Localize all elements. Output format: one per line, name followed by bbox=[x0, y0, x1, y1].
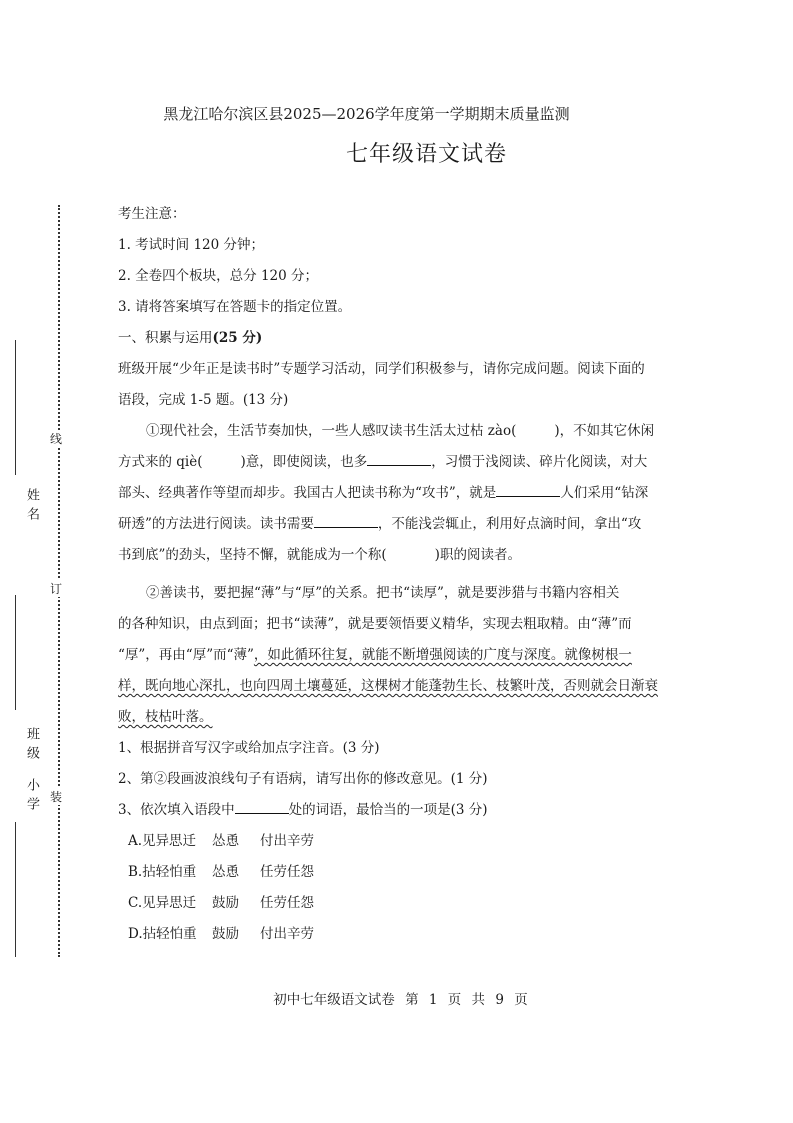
exam-subtitle: 七年级语文试卷 bbox=[345, 142, 507, 167]
question-2: 2、第②段画波浪线句子有语病，请写出你的修改意见。(1 分) bbox=[118, 771, 488, 787]
fill-blank bbox=[496, 482, 560, 497]
binding-seal-char: 装 bbox=[50, 790, 63, 804]
notice-item: 1. 考试时间 120 分钟； bbox=[118, 237, 265, 253]
option-d: D.拈轻怕重 鼓励 付出辛劳 bbox=[128, 926, 314, 942]
wavy-underlined-sentence: ，如此循环往复，就能不断增强阅读的广度与深度。就像树根一 bbox=[253, 647, 632, 663]
paragraph-1-line: 书到底”的劲头，坚持不懈，就能成为一个称( )职的阅读者。 bbox=[118, 547, 521, 563]
fill-blank bbox=[314, 513, 378, 528]
binding-bind-char: 订 bbox=[50, 582, 63, 596]
name-label: 姓名 bbox=[24, 488, 39, 526]
exam-title: 黑龙江哈尔滨区县2025—2026学年度第一学期期末质量监测 bbox=[163, 105, 570, 123]
option-b: B.拈轻怕重 怂恿 任劳任怨 bbox=[128, 864, 314, 880]
question-3: 3、依次填入语段中 处的词语，最恰当的一项是(3 分) bbox=[118, 795, 678, 826]
paragraph-2-line bbox=[118, 702, 678, 733]
notice-item: 3. 请将答案填写在答题卡的指定位置。 bbox=[118, 299, 352, 315]
paragraph-2-line: 的各种知识，由点到面；把书“读薄”，就是要领悟要义精华，实现去粗取精。由“薄”而 bbox=[118, 616, 632, 632]
wavy-underlined-sentence: 败，枝枯叶落。 bbox=[118, 709, 213, 725]
section-intro: 语段，完成 1-5 题。(13 分) bbox=[118, 392, 289, 408]
paragraph-2-line: “厚”，再由“厚”而“薄”，如此循环往复，就能不断增强阅读的广度与深度。就像树根一 bbox=[118, 647, 632, 663]
notice-heading: 考生注意： bbox=[118, 206, 186, 222]
notice-item: 2. 全卷四个板块，总分 120 分； bbox=[118, 268, 319, 284]
class-label: 班级 bbox=[24, 727, 39, 765]
wavy-underlined-sentence: 样，既向地心深扎，也向四周土壤蔓延，这棵树才能蓬勃生长、枝繁叶茂，否则就会日渐衰 bbox=[118, 678, 658, 694]
paragraph-1-line: 研透”的方法进行阅读。读书需要 ，不能浅尝辄止，利用好点滴时间，拿出“攻 bbox=[118, 509, 678, 540]
binding-line-char: 线 bbox=[50, 432, 63, 446]
name-blank-line bbox=[15, 340, 16, 475]
paragraph-1-line: 方式来的 qiè( )意，即使阅读，也多 ，习惯于浅阅读、碎片化阅读，对大 bbox=[118, 447, 678, 478]
school-blank-line bbox=[15, 822, 16, 957]
option-a: A.见异思迁 怂恿 付出辛劳 bbox=[128, 833, 314, 849]
school-label: 小学 bbox=[24, 778, 39, 816]
class-blank-line bbox=[15, 595, 16, 710]
option-c: C.见异思迁 鼓励 任劳任怨 bbox=[128, 895, 314, 911]
section-heading: 一、积累与运用(25 分) bbox=[118, 330, 263, 346]
page-footer: 初中七年级语文试卷 第 1 页 共 9 页 bbox=[273, 992, 528, 1008]
section-intro: 班级开展“少年正是读书时”专题学习活动，同学们积极参与，请你完成问题。阅读下面的 bbox=[118, 361, 645, 377]
paragraph-1-line: 部头、经典著作等望而却步。我国古人把读书称为“攻书”，就是 人们采用“钻深 bbox=[118, 478, 678, 509]
paragraph-2-line bbox=[118, 671, 678, 702]
paragraph-2-line: ②善读书，要把握“薄”与“厚”的关系。把书“读厚”，就是要涉猎与书籍内容相关 bbox=[146, 585, 620, 601]
question-1: 1、根据拼音写汉字或给加点字注音。(3 分) bbox=[118, 740, 380, 756]
exam-body bbox=[118, 199, 678, 950]
paragraph-1-line: ①现代社会，生活节奏加快，一些人感叹读书生活太过枯 zào( )，不如其它休闲 bbox=[146, 423, 655, 439]
fill-blank bbox=[367, 451, 431, 466]
fill-blank bbox=[235, 799, 289, 814]
